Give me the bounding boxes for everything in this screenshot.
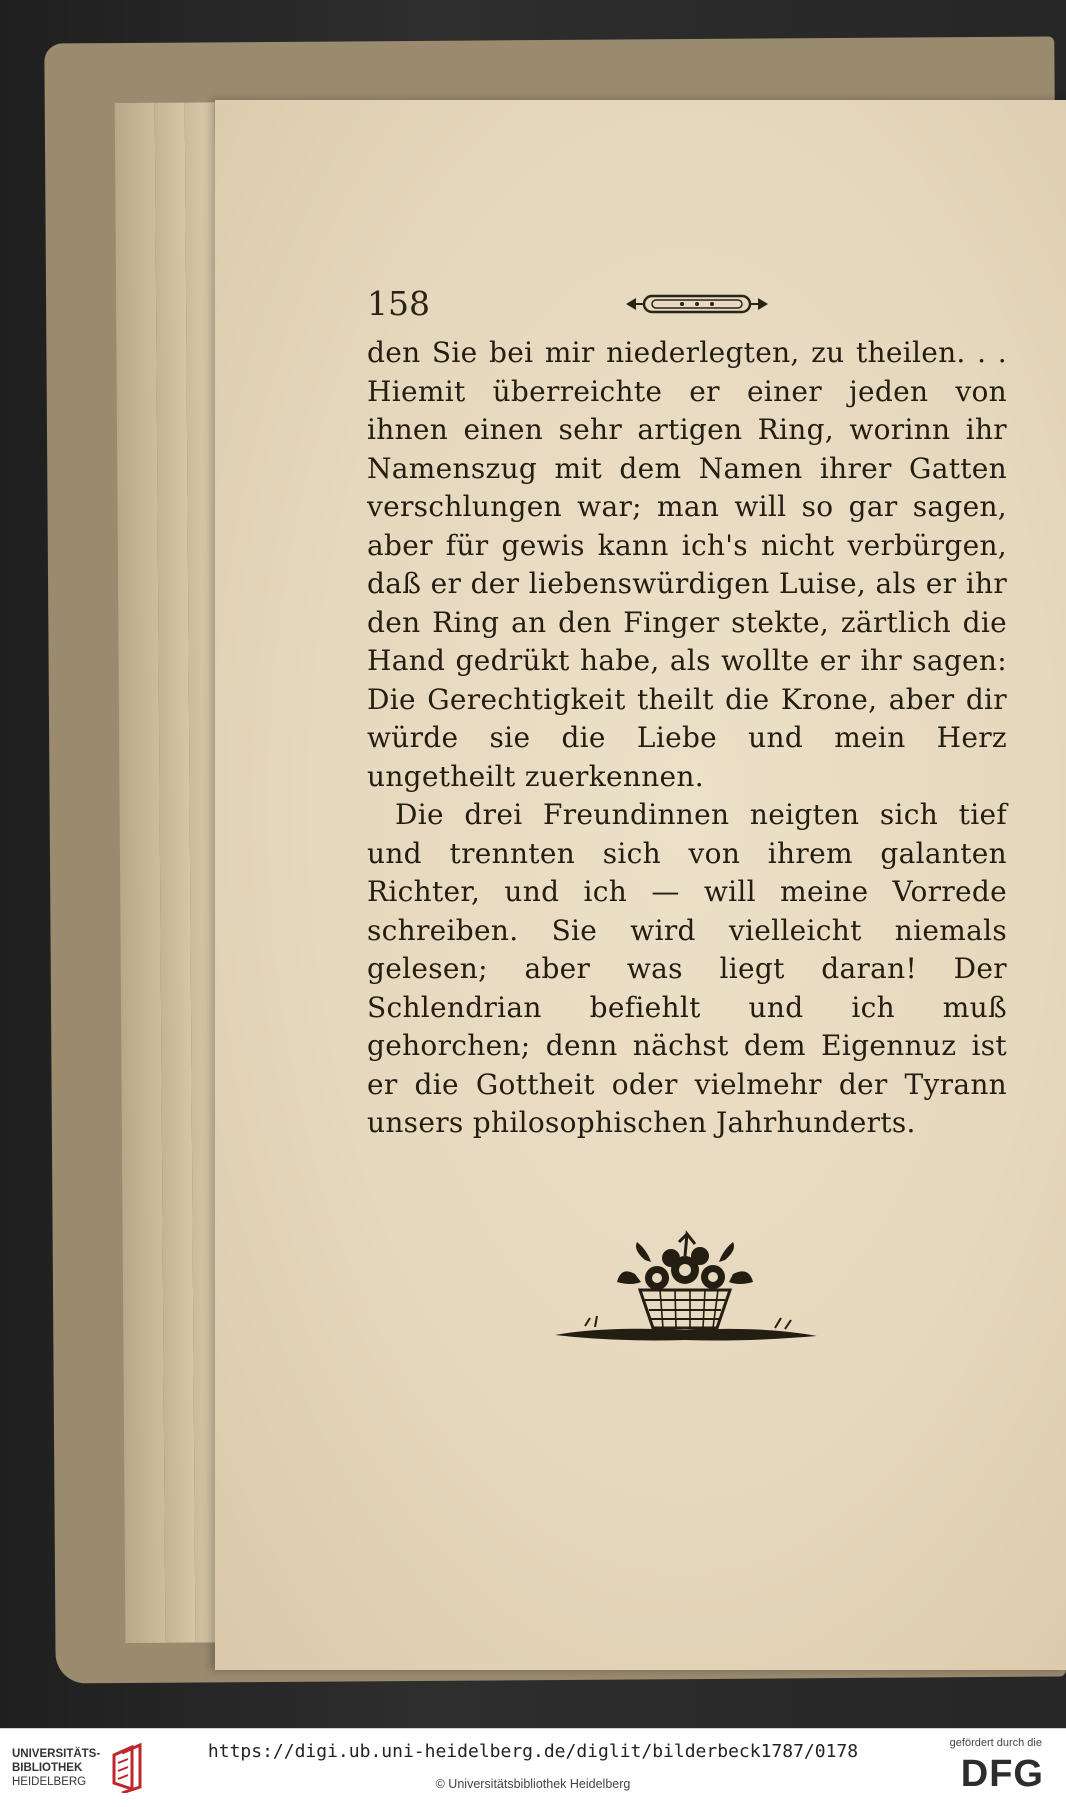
library-line: HEIDELBERG: [12, 1776, 87, 1788]
footer-bar: [0, 1728, 1066, 1807]
dfg-logo[interactable]: DFG: [960, 1753, 1044, 1795]
copyright-notice: © Universitätsbibliothek Heidelberg: [435, 1777, 631, 1791]
header-ornament-icon: [622, 290, 772, 318]
permalink-url[interactable]: https://digi.ub.uni-heidelberg.de/diglit/bilderbeck1787/0178: [207, 1741, 859, 1762]
funding-caption: gefördert durch die: [949, 1737, 1042, 1749]
paragraph: den Sie bei mir niederlegten, zu theilen. . . Hiemit überreichte er einer jeden von ihnen einen sehr artigen Ring, worinn ihr Namenszug mit dem Namen ihrer Gatten verschlungen war; man will so gar sagen, aber für gewis kann ich's nicht verbürgen, daß er der liebenswürdigen Luise, als er ihr den Ring an den Finger stekte, zärtlich die Hand gedrükt habe, als wollte er ihr sagen: Die Gerechtigkeit theilt die Krone, aber dir würde sie die Liebe und mein Herz ungetheilt zuerkennen.: [367, 336, 1007, 793]
flower-basket-vignette-icon: [545, 1230, 825, 1360]
page-content: [367, 280, 1007, 1143]
paragraph: Die drei Freundinnen neigten sich tief und trennten sich von ihrem galanten Richter, und ich — will meine Vorrede schreiben. Sie wird vielleicht niemals gelesen; aber was liegt daran! Der Schlendrian befiehlt und ich muß gehorchen; denn nächst dem Eigennuz ist er die Gottheit oder vielmehr der Tyrann unsers philosophischen Jahrhunderts.: [367, 798, 1007, 1139]
body-text: [367, 334, 1007, 1143]
library-line: UNIVERSITÄTS-: [12, 1748, 101, 1760]
book-page: [215, 100, 1066, 1670]
library-line: BIBLIOTHEK: [12, 1762, 83, 1774]
page-header: [367, 280, 1007, 326]
page-number: 158: [367, 284, 430, 323]
